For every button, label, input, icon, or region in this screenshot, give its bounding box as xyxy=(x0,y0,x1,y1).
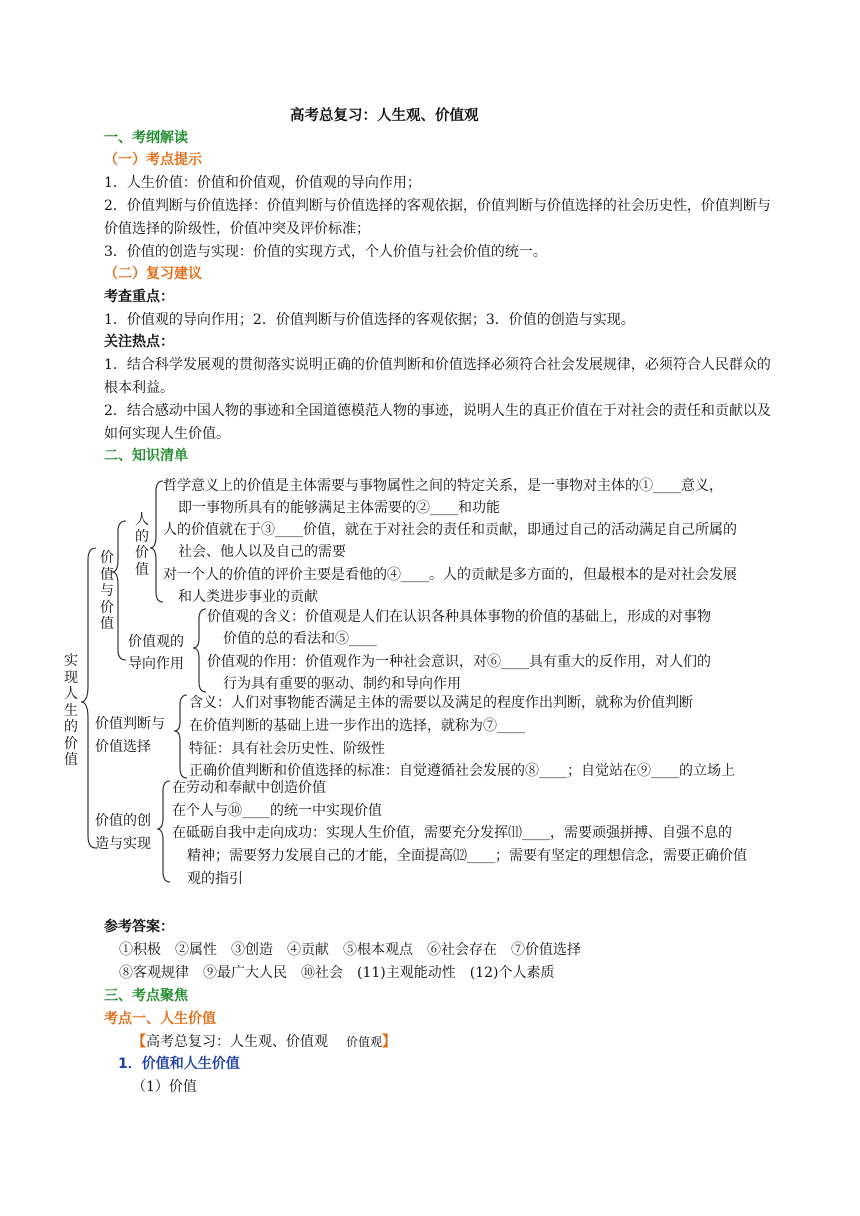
tree-branch-guidance: 导向作用 xyxy=(128,656,184,672)
sub-item-heading: （1）价值 xyxy=(132,1079,197,1095)
tree-leaf-text: 即一事物所具有的能够满足主体需要的②____和功能 xyxy=(178,500,500,516)
tree-leaf-text: 精神；需要努力发展自己的才能，全面提高⑿____；需要有坚定的理想信念，需要正确价值 xyxy=(187,848,747,864)
answers-label: 参考答案： xyxy=(104,919,174,935)
section-heading-syllabus: 一、考纲解读 xyxy=(104,130,188,146)
item-heading: 1．价值和人生价值 xyxy=(118,1056,240,1072)
tree-branch-creation: 价值的创 xyxy=(95,813,151,829)
subheading-key-points: （一）考点提示 xyxy=(104,152,202,168)
tree-branch-judgment: 价值判断与 xyxy=(95,716,165,732)
tree-branch-creation: 造与实现 xyxy=(95,836,151,852)
brace-judgment xyxy=(174,695,187,778)
focus-label: 考查重点： xyxy=(104,289,174,305)
tree-leaf-text: 价值的总的看法和⑤____ xyxy=(223,631,377,647)
video-link-title: 高考总复习：人生观、价值观 xyxy=(146,1034,328,1050)
hot-line: 根本利益。 xyxy=(104,380,174,396)
point-line: 3．价值的创造与实现：价值的实现方式，个人价值与社会价值的统一。 xyxy=(104,244,547,260)
tree-leaf-text: 价值观的含义：价值观是人们在认识各种具体事物的价值的基础上，形成的对事物 xyxy=(207,609,711,625)
tree-leaf-text: 哲学意义上的价值是主体需要与事物属性之间的特定关系，是一事物对主体的①____意义， xyxy=(163,478,723,494)
bracket-close: 】 xyxy=(382,1034,397,1050)
hot-line: 2．结合感动中国人物的事迹和全国道德模范人物的事迹，说明人生的真正价值在于对社会的责任和贡献以及 xyxy=(104,403,771,419)
video-link[interactable] xyxy=(132,1032,396,1052)
tree-leaf-text: 在砥砺自我中走向成功：实现人生价值，需要充分发挥⑾____，需要顽强拼搏、自强不息的 xyxy=(172,825,732,841)
brace-guidance xyxy=(193,609,206,692)
focus-text: 1．价值观的导向作用；2．价值判断与价值选择的客观依据；3．价值的创造与实现。 xyxy=(104,312,635,328)
tree-leaf-text: 和人类进步事业的贡献 xyxy=(178,589,318,605)
tree-leaf-text: 观的指引 xyxy=(187,871,243,887)
brace-root xyxy=(81,548,96,848)
hot-line: 如何实现人生价值。 xyxy=(104,426,230,442)
brace-person-value xyxy=(150,481,163,602)
tree-leaf-text: 在劳动和奉献中创造价值 xyxy=(172,780,326,796)
point-line: 价值选择的阶级性，价值冲突及评价标准； xyxy=(104,221,370,237)
point-line: 2．价值判断与价值选择：价值判断与价值选择的客观依据，价值判断与价值选择的社会历史性，价值判断与 xyxy=(104,198,771,214)
hot-line: 1．结合科学发展观的贯彻落实说明正确的价值判断和价值选择必须符合社会发展规律，必须符合人民群众的 xyxy=(104,357,771,373)
tree-leaf-text: 价值观的作用：价值观作为一种社会意识，对⑥____具有重大的反作用，对人们的 xyxy=(207,654,711,670)
tree-branch-guidance: 价值观的 xyxy=(128,634,184,650)
tree-leaf-text: 在价值判断的基础上进一步作出的选择，就称为⑦____ xyxy=(189,718,525,734)
bracket-open: 【 xyxy=(132,1034,146,1050)
tree-leaf-text: 行为具有重要的驱动、制约和导向作用 xyxy=(223,676,461,692)
page-title: 高考总复习：人生观、价值观 xyxy=(290,107,479,124)
tree-leaf-text: 特征：具有社会历史性、阶级性 xyxy=(189,741,385,757)
tree-branch-value: 价值与价值 xyxy=(100,550,114,632)
point-one-heading: 考点一、人生价值 xyxy=(104,1011,216,1027)
subheading-review-advice: （二）复习建议 xyxy=(104,266,202,282)
brace-creation xyxy=(157,781,170,882)
section-heading-focus: 三、考点聚焦 xyxy=(104,988,188,1004)
section-heading-knowledge: 二、知识清单 xyxy=(104,448,188,464)
tree-leaf-text: 含义：人们对事物能否满足主体的需要以及满足的程度作出判断，就称为价值判断 xyxy=(189,695,693,711)
tree-branch-person-value: 人的价值 xyxy=(135,512,149,578)
answers-line: ①积极 ②属性 ③创造 ④贡献 ⑤根本观点 ⑥社会存在 ⑦价值选择 xyxy=(119,942,581,958)
tree-leaf-text: 正确价值判断和价值选择的标准：自觉遵循社会发展的⑧____；自觉站在⑨____的立场上 xyxy=(189,763,735,779)
tree-branch-judgment: 价值选择 xyxy=(95,739,151,755)
tree-leaf-text: 在个人与⑩____的统一中实现价值 xyxy=(172,803,382,819)
tree-leaf-text: 人的价值就在于③____价值，就在于对社会的责任和贡献，即通过自己的活动满足自己所属的 xyxy=(163,522,737,538)
point-line: 1．人生价值：价值和价值观，价值观的导向作用； xyxy=(104,175,421,191)
tree-root-label: 实现人生的价值 xyxy=(64,653,78,768)
tree-leaf-text: 社会、他人以及自己的需要 xyxy=(178,544,346,560)
video-link-sub: 价值观 xyxy=(346,1035,383,1049)
hot-label: 关注热点： xyxy=(104,334,174,350)
tree-leaf-text: 对一个人的价值的评价主要是看他的④____。人的贡献是多方面的，但最根本的是对社会发展 xyxy=(163,567,737,583)
answers-line: ⑧客观规律 ⑨最广大人民 ⑩社会 (11)主观能动性 (12)个人素质 xyxy=(119,965,555,981)
